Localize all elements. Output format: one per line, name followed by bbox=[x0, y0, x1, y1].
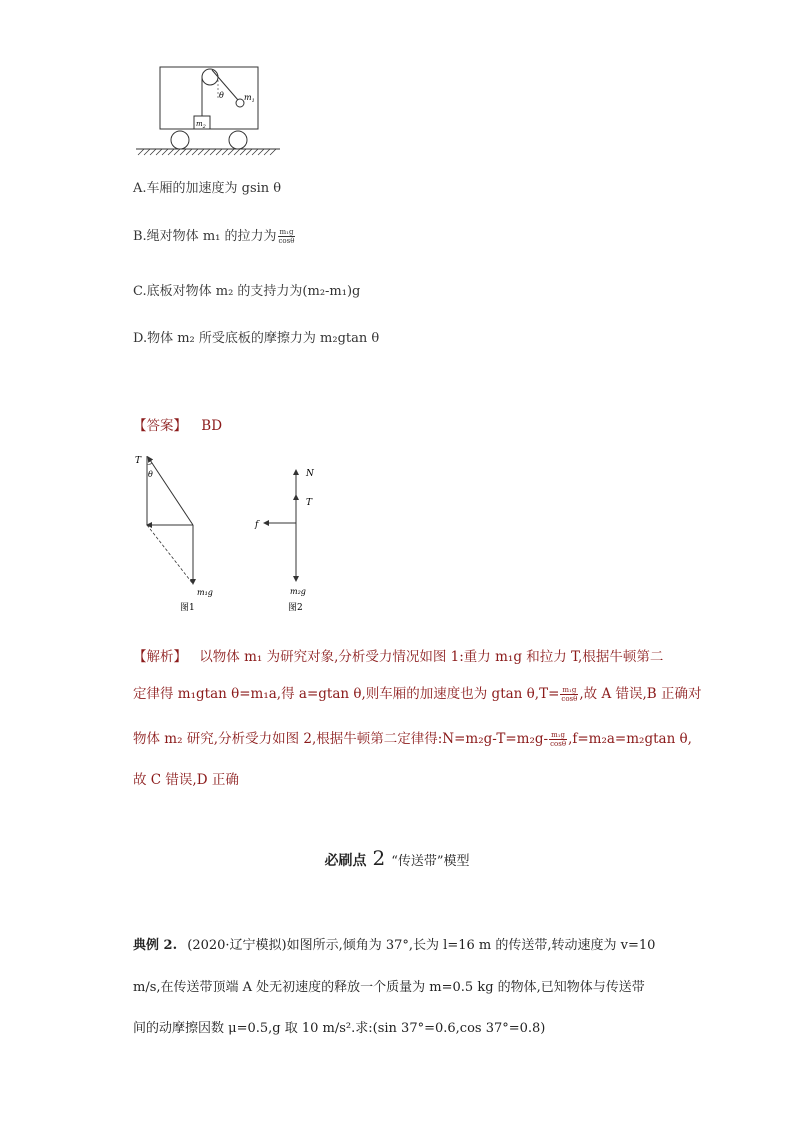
ground-hatch bbox=[138, 149, 276, 155]
analysis-label: 【解析】 bbox=[133, 649, 187, 665]
m1-ball bbox=[236, 99, 244, 107]
section-number: 2 bbox=[372, 846, 386, 870]
tension-vector bbox=[148, 457, 193, 525]
wheel-right bbox=[229, 131, 247, 149]
fig2-N-label: N bbox=[306, 469, 314, 479]
force-diagram-2 bbox=[250, 460, 340, 615]
fig1-theta-label: θ bbox=[148, 470, 153, 479]
pulley bbox=[202, 69, 218, 85]
section-heading bbox=[0, 846, 794, 870]
rope-to-m1 bbox=[212, 70, 238, 100]
force-diagram-1 bbox=[130, 450, 230, 615]
example-line-2: m/s,在传送带顶端 A 处无初速度的释放一个质量为 m=0.5 kg 的物体,已知物体与传送带 bbox=[133, 980, 645, 995]
example-line-3: 间的动摩擦因数 μ=0.5,g 取 10 m/s².求:(sin 37°=0.6,cos 37°=0.8) bbox=[133, 1021, 546, 1036]
fig1-caption: 图1 bbox=[180, 603, 195, 613]
fig2-T-label: T bbox=[306, 498, 313, 508]
analysis-fraction-2: $\frac{\text{m₁g}}{\cos\theta}$ bbox=[550, 731, 567, 748]
theta-label: θ bbox=[219, 91, 224, 100]
analysis-line-4: 故 C 错误,D 正确 bbox=[133, 772, 239, 788]
section-prefix: 必刷点 bbox=[324, 853, 367, 869]
fig2-f-label: f bbox=[255, 520, 259, 530]
option-b bbox=[133, 228, 296, 245]
cart-diagram bbox=[130, 60, 290, 160]
fig1-T-label: T bbox=[135, 456, 142, 466]
option-b-fraction: $\frac{\text{m₁g}}{\cos\theta}$ bbox=[278, 228, 295, 245]
option-b-text: B.绳对物体 m₁ 的拉力为 bbox=[133, 229, 277, 244]
option-c: C.底板对物体 m₂ 的支持力为(m₂-m₁)g bbox=[133, 284, 361, 299]
analysis-fraction-1: $\frac{\text{m₁g}}{\cos\theta}$ bbox=[561, 686, 578, 703]
m2-label: $m_2$ bbox=[196, 120, 206, 130]
example-line-1: 典例 2. (2020·辽宁模拟)如图所示,倾角为 37°,长为 l=16 m 的传送带,转动速度为 v=10 bbox=[133, 938, 656, 953]
answer-label: 【答案】 bbox=[133, 418, 187, 434]
analysis-text-1: 以物体 m₁ 为研究对象,分析受力情况如图 1:重力 m₁g 和拉力 T,根据牛顿第二 bbox=[199, 649, 664, 665]
analysis-line-1 bbox=[133, 645, 663, 665]
answer-value: BD bbox=[201, 418, 223, 434]
example-label: 典例 2. bbox=[133, 938, 178, 953]
option-a: A.车厢的加速度为 gsin θ bbox=[133, 181, 282, 196]
answer-line bbox=[133, 414, 222, 434]
fig1-m1g-label: m₁g bbox=[197, 588, 213, 597]
fig2-m2g-label: m₂g bbox=[290, 587, 306, 596]
theta-arc bbox=[147, 463, 152, 464]
analysis-line-3: 物体 m₂ 研究,分析受力如图 2,根据牛顿第二定律得:N=m₂g-T=m₂g- $\frac{\text{m₁g}}{\cos\theta}$ ,f=m₂a=m₂gtan θ, bbox=[133, 731, 692, 748]
m1-label: $m_1$ bbox=[244, 93, 255, 104]
option-d: D.物体 m₂ 所受底板的摩擦力为 m₂gtan θ bbox=[133, 331, 380, 346]
section-title: “传送带”模型 bbox=[391, 854, 470, 869]
fig2-caption: 图2 bbox=[288, 603, 303, 613]
analysis-line-2: 定律得 m₁gtan θ=m₁a,得 a=gtan θ,则车厢的加速度也为 gtan θ,T= $\frac{\text{m₁g}}{\cos\theta}$ ,故 A 错误,B 正确对 bbox=[133, 686, 702, 703]
wheel-left bbox=[171, 131, 189, 149]
dashed-diagonal bbox=[147, 525, 193, 584]
